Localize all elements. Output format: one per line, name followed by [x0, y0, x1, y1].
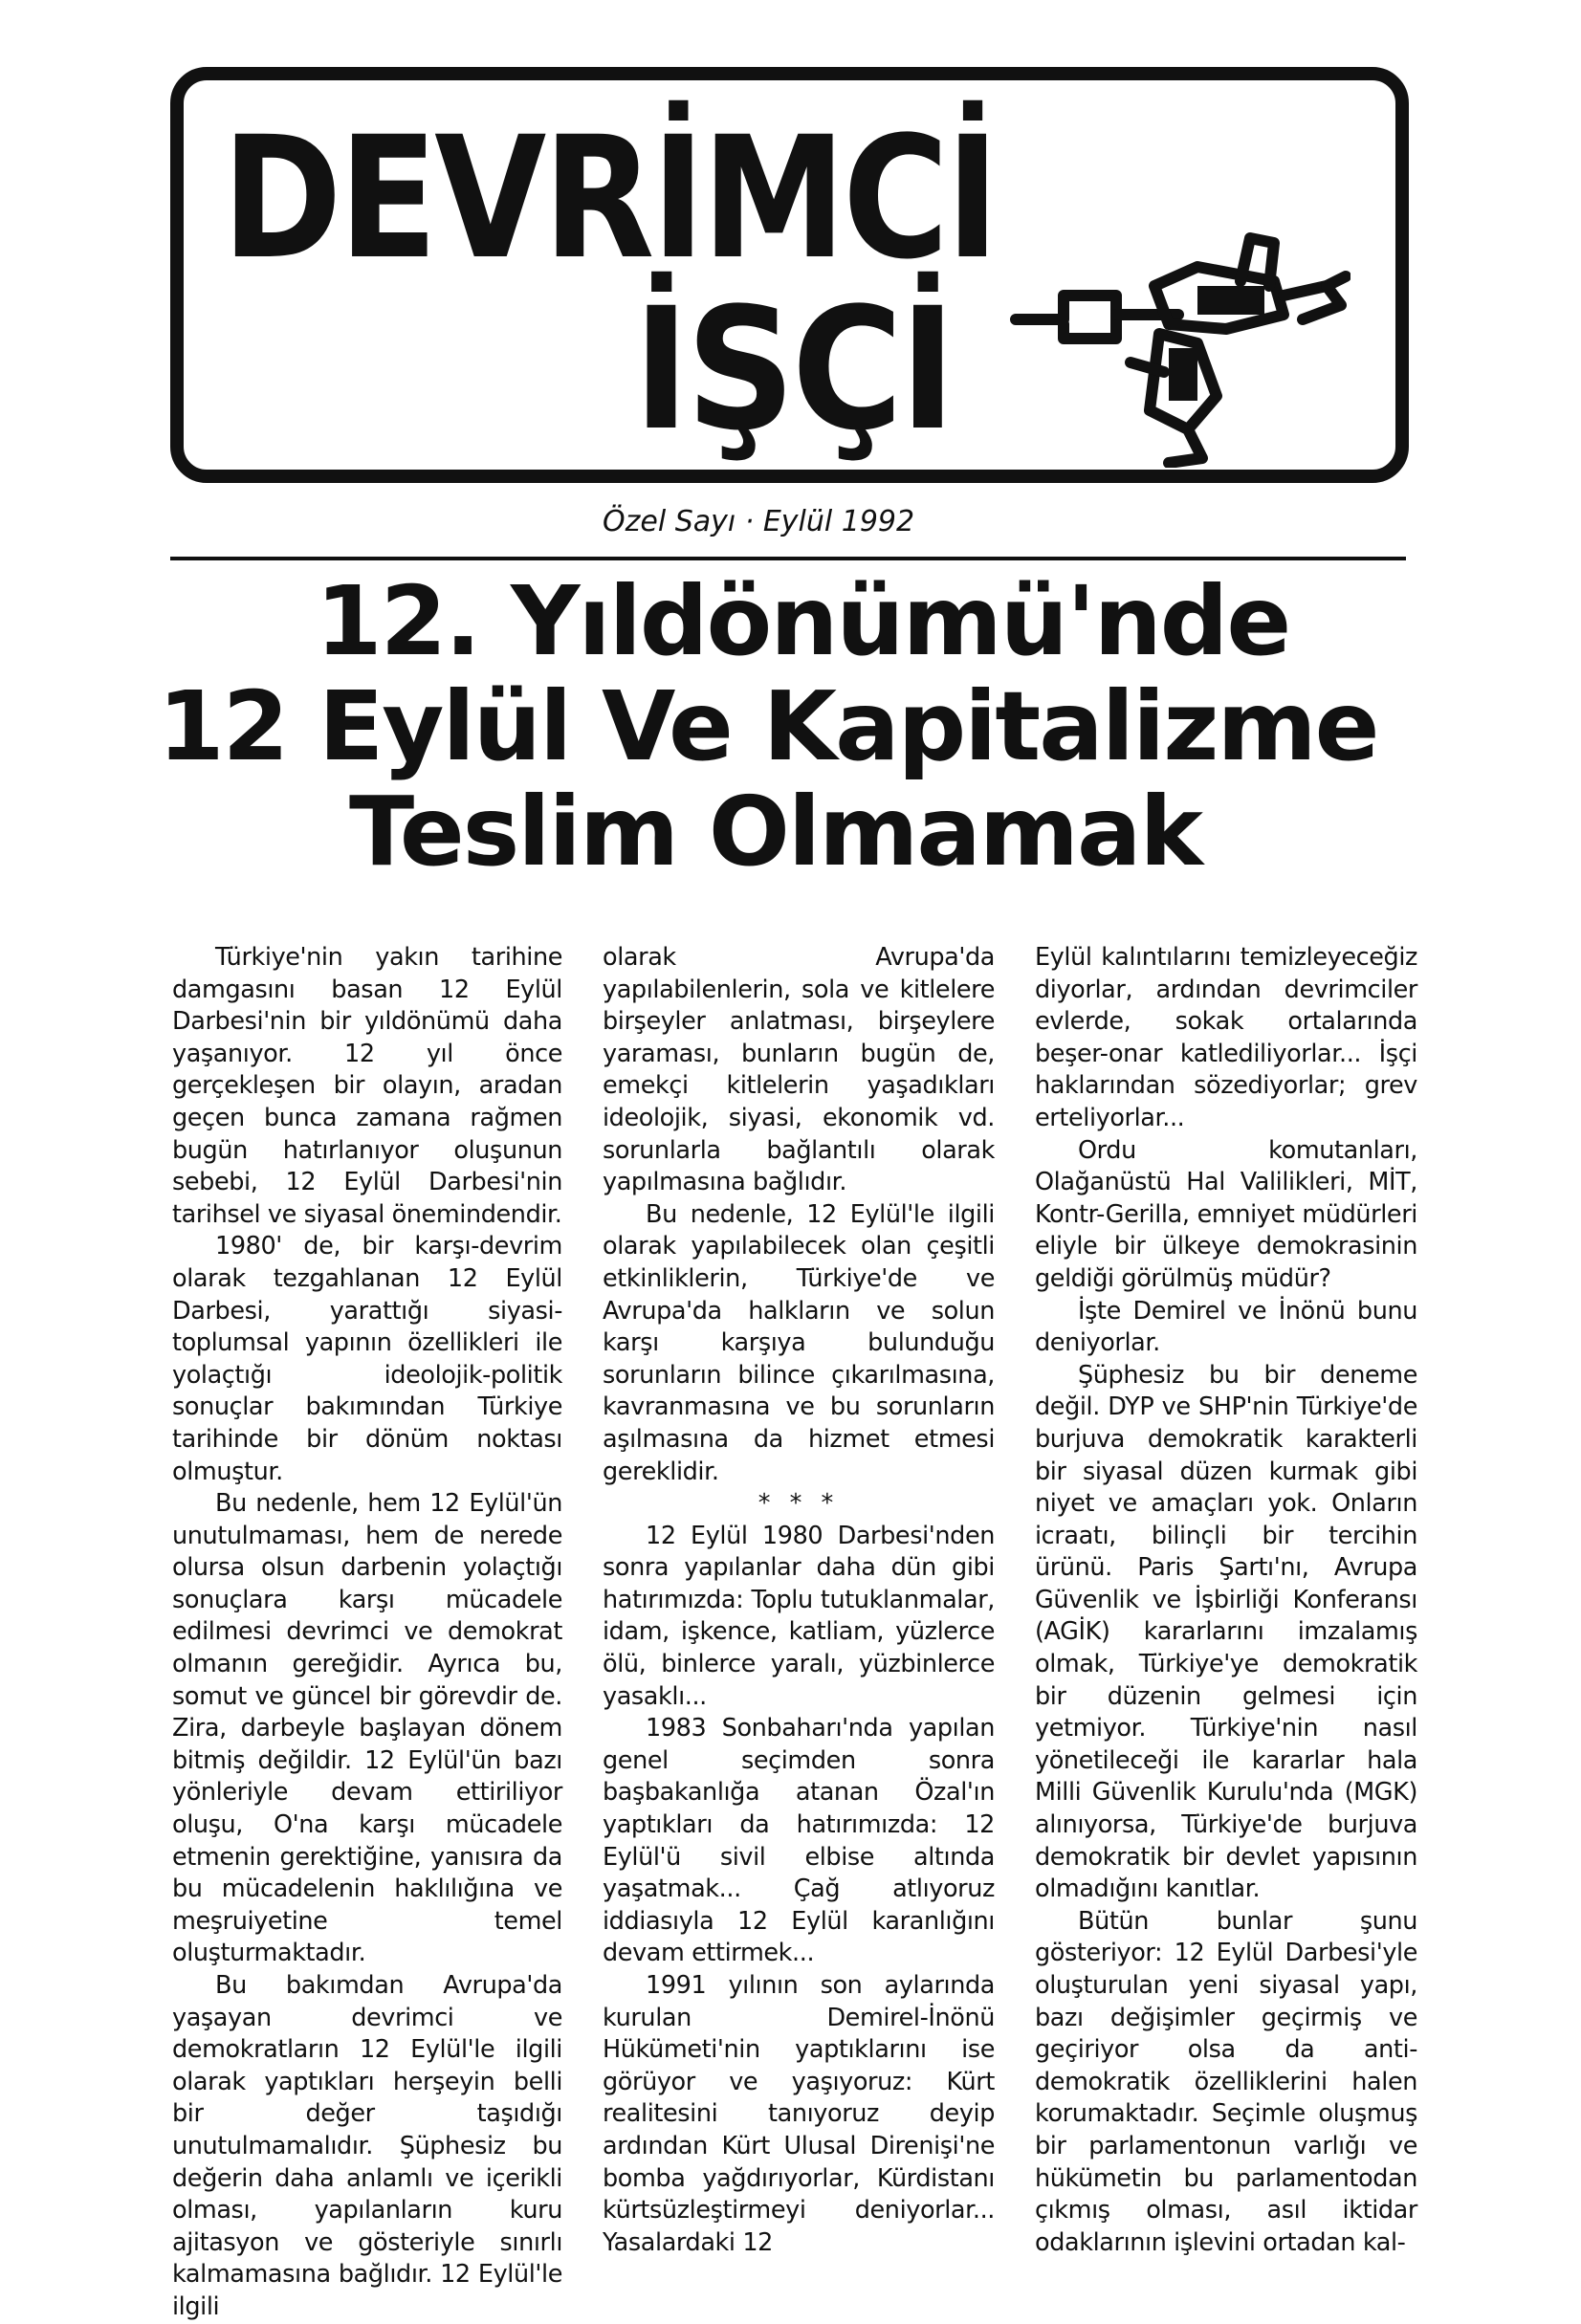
paragraph: 1991 yılının son aylarında kurulan Demirel-İnönü Hükümeti'nin yaptıklarını ise görüyor ve yaşıyoruz: Kürt realitesini tanıyoruz deyip ardından Kürt Ulusal Direnişi'ne bomba yağdırıyorlar, Kürdistanı kürtsüzleştirmeyi deniyorlar... Yasalardaki 12 — [603, 1971, 995, 2257]
paragraph: Ordu komutanları, Olağanüstü Hal Valilikleri, MİT, Kontr-Gerilla, emniyet müdürleri eliyle bir ülkeye demokrasinin geldiği görülmüş müdür? — [1035, 1135, 1417, 1293]
section-separator: * * * — [758, 1489, 840, 1519]
paragraph: Şüphesiz bu bir deneme değil. DYP ve SHP'nin Türkiye'de burjuva demokratik karakterli bir siyasal düzen kurmak gibi niyet ve amaçları yok. Onların icraatı, bilinçli bir tercihin ürünü. Paris Şartı'nı, Avrupa Güvenlik ve İşbirliği Konferansı (AGİK) kararlarını imzalamış olmak, Türkiye'ye demokratik bir düzenin gelmesi için yetmiyor. Türkiye'nin nasıl yönetileceği ile kararlar hala Milli Güvenlik Kurulu'nda (MGK) alınıyorsa, Türkiye'de burjuva demokratik bir devlet yapısının olmadığını kanıtlar. — [1035, 1360, 1417, 1904]
issue-line: Özel Sayı · Eylül 1992 — [603, 505, 915, 538]
paragraph: Bu bakımdan Avrupa'da yaşayan devrimci ve demokratların 12 Eylül'le ilgili olarak yaptıkları herşeyin belli bir değer taşıdığı unutulmamalıdır. Şüphesiz bu değerin daha anlamlı ve içerikli olması, yapılanların kuru ajitasyon ve gösteriyle sınırlı kalmamasına bağlıdır. 12 Eylül'le ilgili — [172, 1971, 562, 2321]
article-column-1 — [172, 942, 562, 2324]
paragraph: Bu nedenle, 12 Eylül'le ilgili olarak yapılabilecek olan çeşitli etkinliklerin, Türkiye'de ve Avrupa'da halkların ve solun karşı karşıya bulunduğu sorunların bilince çıkarılmasına, kavranmasına ve bu sorunların aşılmasına da hizmet etmesi gereklidir. — [603, 1199, 995, 1486]
headline — [158, 565, 1420, 888]
paragraph: Bu nedenle, hem 12 Eylül'ün unutulmaması, hem de nerede olursa olsun darbenin yolaçtığı sonuçlara karşı mücadele edilmesi devrimci ve demokrat olmanın gereğidir. Ayrıca bu, somut ve güncel bir görevdir de. Zira, darbeyle başlayan dönem bitmiş değildir. 12 Eylül'ün bazı yönleriyle devam ettiriliyor oluşu, O'na karşı mücadele etmenin gerektiğine, yanısıra da bu mücadelenin haklılığına ve meşruiyetine temel oluşturmaktadır. — [172, 1489, 562, 1968]
masthead-name-line1: DEVRİMCİ — [222, 100, 997, 296]
hammer-wrench-logo-icon — [997, 229, 1350, 468]
article-column-2 — [603, 942, 995, 2259]
paragraph: Bütün bunlar şunu gösteriyor: 12 Eylül Darbesi'yle oluşturulan yeni siyasal yapı, bazı değişimler geçirmiş ve geçiriyor olsa da anti-demokratik özelliklerini halen korumaktadır. Seçimle oluşmuş bir parlamentonun varlığı ve hükümetin bu parlamentodan çıkmış olması, asıl iktidar odaklarının işlevini ortadan kal- — [1035, 1906, 1417, 2257]
paragraph: İşte Demirel ve İnönü bunu deniyorlar. — [1035, 1296, 1417, 1358]
paragraph: 1980' de, bir karşı-devrim olarak tezgahlanan 12 Eylül Darbesi, yarattığı siyasi-toplumsal yapının özellikleri ile yolaçtığı ideolojik-politik sonuçlar bakımından Türkiye tarihinde bir dönüm noktası olmuştur. — [172, 1232, 562, 1486]
paragraph: 12 Eylül 1980 Darbesi'nden sonra yapılanlar daha dün gibi hatırımızda: Toplu tutuklanmalar, idam, işkence, katliam, yüzlerce ölü, binlerce yaralı, yüzbinlerce yasaklı... — [603, 1521, 995, 1711]
headline-line3: Teslim Olmamak — [349, 776, 1201, 888]
article-column-3 — [1035, 942, 1417, 2259]
header-rule — [170, 557, 1406, 560]
paragraph: olarak Avrupa'da yapılabilenlerin, sola ve kitlelere birşeyler anlatması, birşeylere yaraması, bunların bugün de, emekçi kitlelerin yaşadıkları ideolojik, siyasi, ekonomik vd. sorunlarla bağlantılı olarak yapılmasına bağlıdır. — [603, 943, 995, 1197]
headline-line1: 12. Yıldönümü'nde — [316, 565, 1290, 677]
masthead-frame — [170, 67, 1409, 483]
headline-line2: 12 Eylül Ve Kapitalizme — [158, 670, 1378, 782]
masthead-name-line2: İŞÇİ — [633, 272, 953, 468]
paragraph: 1983 Sonbaharı'nda yapılan genel seçimden sonra başbakanlığa atanan Özal'ın yaptıkları da hatırımızda: 12 Eylül'ü sivil elbise altında yaşatmak... Çağ atlıyoruz iddiasıyla 12 Eylül karanlığını devam ettirmek... — [603, 1714, 995, 1968]
paragraph: Eylül kalıntılarını temizleyeceğiz diyorlar, ardından devrimciler evlerde, sokak ortalarında beşer-onar katlediliyorlar... İşçi haklarından sözediyorlar; grev erteliyorlar... — [1035, 943, 1417, 1132]
paragraph: Türkiye'nin yakın tarihine damgasını basan 12 Eylül Darbesi'nin bir yıldönümü daha yaşanıyor. 12 yıl önce gerçekleşen bir olayın, aradan geçen bunca zamana rağmen bugün hatırlanıyor oluşunun sebebi, 12 Eylül Darbesi'nin tarihsel ve siyasal önemindendir. — [172, 943, 562, 1229]
